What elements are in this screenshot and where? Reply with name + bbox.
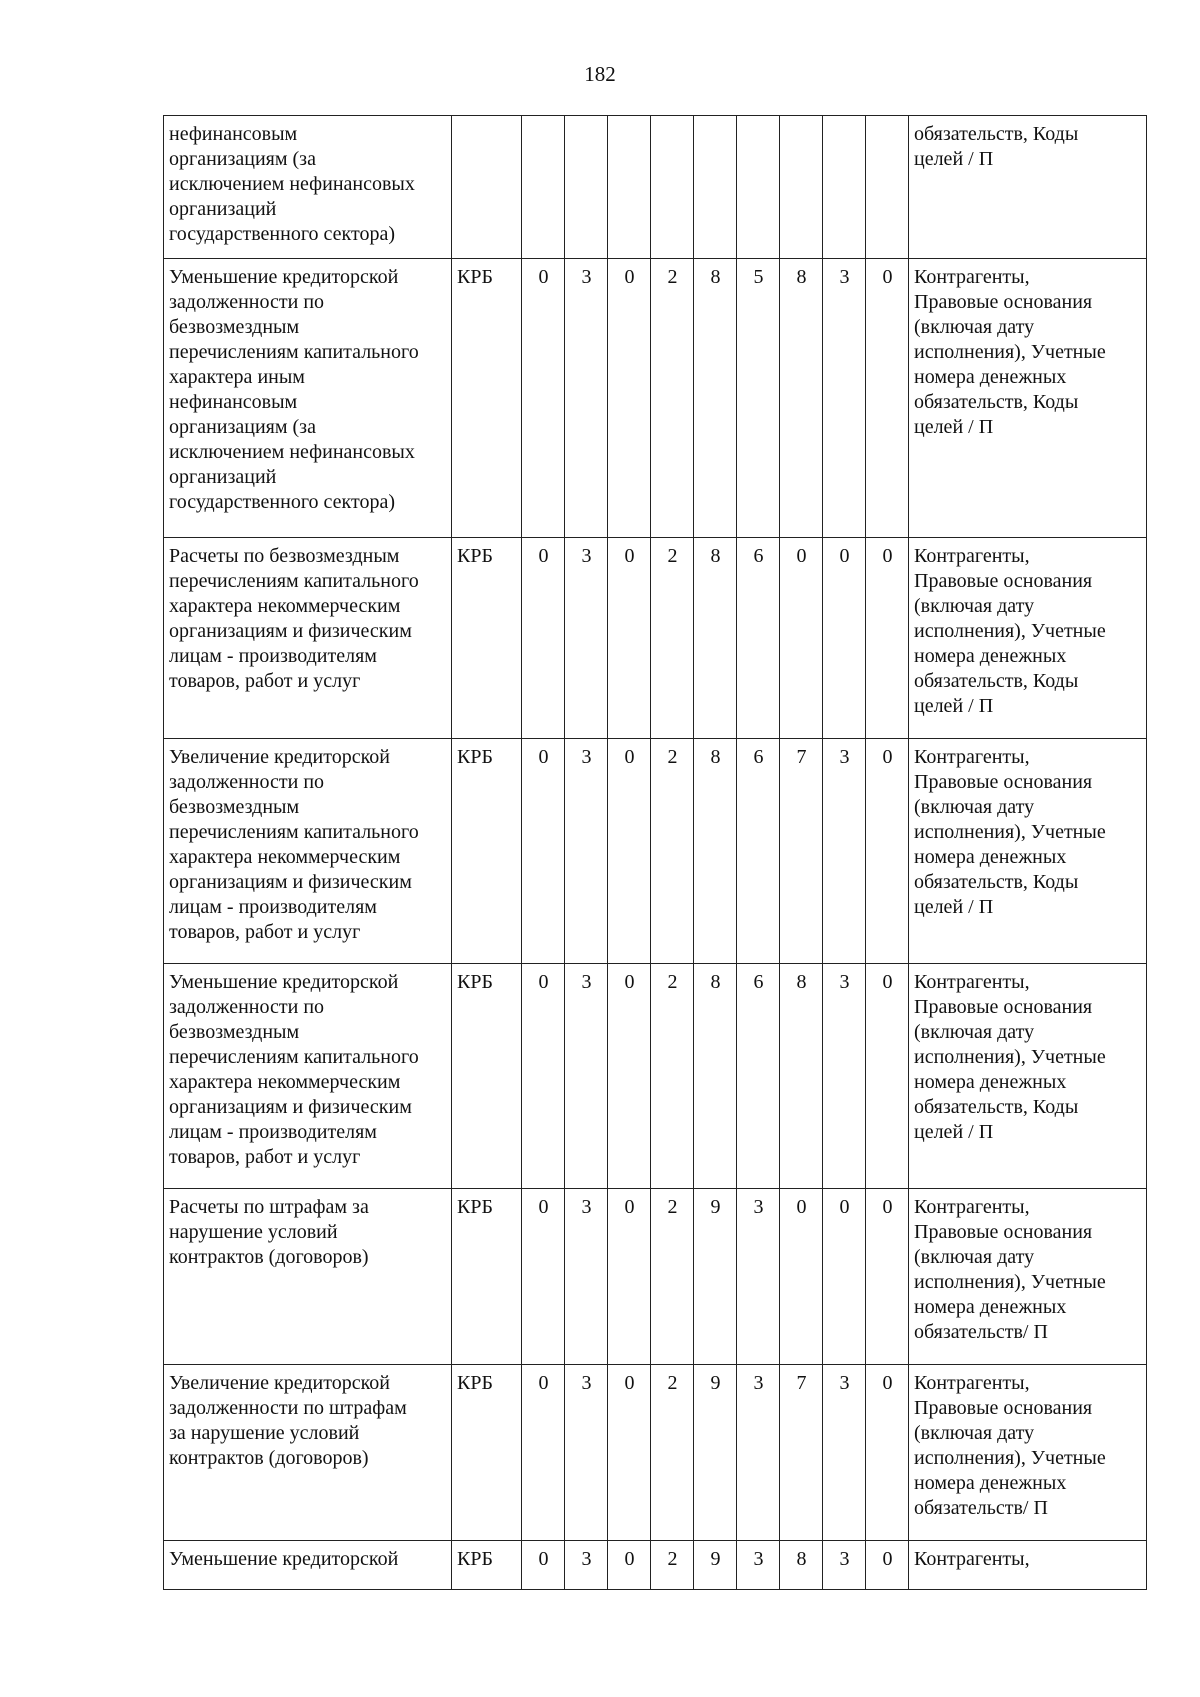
digit-cell: 0	[823, 538, 866, 739]
digit-cell: 3	[565, 1365, 608, 1541]
digit-cell: 0	[608, 1189, 651, 1365]
analytics-text: Контрагенты, Правовые основания (включая дату исполнения), Учетные номера денежных обязательств, Коды целей / П	[914, 971, 1106, 1143]
table-row	[164, 1541, 1147, 1590]
code-text: КРБ	[457, 1372, 493, 1394]
digit-cell: 6	[737, 964, 780, 1189]
digit-cell: 0	[608, 1541, 651, 1590]
digit-cell: 0	[780, 538, 823, 739]
analytics-text: обязательств, Коды целей / П	[914, 123, 1079, 170]
analytics-text: Контрагенты, Правовые основания (включая дату исполнения), Учетные номера денежных обязательств, Коды целей / П	[914, 746, 1106, 918]
digit-cell: 0	[608, 259, 651, 538]
page-number: 182	[584, 62, 616, 86]
description-text: Расчеты по штрафам за нарушение условий контрактов (договоров)	[169, 1196, 369, 1268]
analytics-cell	[909, 116, 1147, 259]
code-cell	[452, 1189, 522, 1365]
digit-cell: 6	[737, 538, 780, 739]
digit-cell: 0	[608, 964, 651, 1189]
digit-cell	[651, 116, 694, 259]
code-text: КРБ	[457, 545, 493, 567]
digit-cell: 2	[651, 1189, 694, 1365]
digit-cell: 9	[694, 1189, 737, 1365]
code-cell	[452, 739, 522, 964]
digit-cell: 3	[565, 1541, 608, 1590]
digit-cell: 0	[866, 538, 909, 739]
digit-cell: 3	[565, 964, 608, 1189]
description-text: Уменьшение кредиторской задолженности по безвозмездным перечислениям капитального характера некоммерческим организациям и физическим лицам - производителям товаров, работ и услуг	[169, 971, 419, 1168]
digit-cell: 0	[522, 964, 565, 1189]
code-cell	[452, 538, 522, 739]
digit-cell: 0	[866, 259, 909, 538]
table-row	[164, 1365, 1147, 1541]
digit-cell: 8	[694, 259, 737, 538]
table-row	[164, 259, 1147, 538]
analytics-cell	[909, 1541, 1147, 1590]
digit-cell: 0	[866, 739, 909, 964]
digit-cell: 3	[823, 964, 866, 1189]
code-cell	[452, 964, 522, 1189]
table-row	[164, 116, 1147, 259]
digit-cell: 2	[651, 538, 694, 739]
analytics-cell	[909, 739, 1147, 964]
code-text: КРБ	[457, 1548, 493, 1570]
digit-cell: 2	[651, 259, 694, 538]
digit-cell: 6	[737, 739, 780, 964]
description-cell	[164, 259, 452, 538]
digit-cell: 0	[522, 1365, 565, 1541]
digit-cell: 2	[651, 739, 694, 964]
analytics-cell	[909, 1365, 1147, 1541]
digit-cell: 5	[737, 259, 780, 538]
digit-cell: 0	[522, 259, 565, 538]
digit-cell: 7	[780, 1365, 823, 1541]
analytics-cell	[909, 1189, 1147, 1365]
digit-cell: 8	[780, 1541, 823, 1590]
code-cell	[452, 1541, 522, 1590]
digit-cell: 8	[694, 964, 737, 1189]
digit-cell: 3	[737, 1541, 780, 1590]
digit-cell: 2	[651, 1365, 694, 1541]
code-cell	[452, 1365, 522, 1541]
digit-cell: 3	[737, 1365, 780, 1541]
digit-cell: 8	[780, 259, 823, 538]
analytics-cell	[909, 259, 1147, 538]
description-cell	[164, 538, 452, 739]
digit-cell: 0	[522, 1189, 565, 1365]
digit-cell	[608, 116, 651, 259]
description-text: Увеличение кредиторской задолженности по безвозмездным перечислениям капитального характера некоммерческим организациям и физическим лицам - производителям товаров, работ и услуг	[169, 746, 419, 943]
digit-cell: 0	[608, 538, 651, 739]
digit-cell: 0	[780, 1189, 823, 1365]
code-text: КРБ	[457, 1196, 493, 1218]
digit-cell	[866, 116, 909, 259]
table-row	[164, 964, 1147, 1189]
table-row	[164, 1189, 1147, 1365]
description-text: Уменьшение кредиторской	[169, 1548, 399, 1570]
digit-cell: 0	[522, 739, 565, 964]
digit-cell: 3	[823, 1541, 866, 1590]
table-body	[164, 116, 1147, 1590]
digit-cell	[823, 116, 866, 259]
digit-cell: 0	[608, 739, 651, 964]
analytics-text: Контрагенты, Правовые основания (включая дату исполнения), Учетные номера денежных обязательств/ П	[914, 1196, 1106, 1343]
code-text: КРБ	[457, 746, 493, 768]
description-cell	[164, 964, 452, 1189]
analytics-cell	[909, 538, 1147, 739]
digit-cell	[694, 116, 737, 259]
description-text: Расчеты по безвозмездным перечислениям капитального характера некоммерческим организациям и физическим лицам - производителям товаров, работ и услуг	[169, 545, 419, 692]
digit-cell: 3	[823, 259, 866, 538]
digit-cell: 8	[694, 739, 737, 964]
analytics-text: Контрагенты, Правовые основания (включая дату исполнения), Учетные номера денежных обязательств/ П	[914, 1372, 1106, 1519]
table-row	[164, 538, 1147, 739]
digit-cell: 0	[823, 1189, 866, 1365]
digit-cell: 3	[823, 1365, 866, 1541]
digit-cell: 0	[522, 1541, 565, 1590]
digit-cell: 0	[522, 538, 565, 739]
digit-cell: 8	[780, 964, 823, 1189]
digit-cell: 0	[866, 1365, 909, 1541]
description-cell	[164, 739, 452, 964]
description-text: Увеличение кредиторской задолженности по штрафам за нарушение условий контрактов (договоров)	[169, 1372, 407, 1469]
description-cell	[164, 1365, 452, 1541]
digit-cell	[780, 116, 823, 259]
digit-cell: 9	[694, 1365, 737, 1541]
description-cell	[164, 1541, 452, 1590]
digit-cell: 0	[608, 1365, 651, 1541]
code-text: КРБ	[457, 266, 493, 288]
description-cell	[164, 1189, 452, 1365]
digit-cell: 0	[866, 1541, 909, 1590]
digit-cell: 2	[651, 964, 694, 1189]
analytics-text: Контрагенты, Правовые основания (включая дату исполнения), Учетные номера денежных обязательств, Коды целей / П	[914, 266, 1106, 438]
digit-cell: 3	[823, 739, 866, 964]
digit-cell: 3	[565, 1189, 608, 1365]
digit-cell: 8	[694, 538, 737, 739]
analytics-text: Контрагенты, Правовые основания (включая дату исполнения), Учетные номера денежных обязательств, Коды целей / П	[914, 545, 1106, 717]
code-cell	[452, 116, 522, 259]
accounts-table	[163, 115, 1147, 1590]
digit-cell: 0	[866, 964, 909, 1189]
digit-cell: 0	[866, 1189, 909, 1365]
digit-cell: 3	[737, 1189, 780, 1365]
digit-cell	[522, 116, 565, 259]
description-cell	[164, 116, 452, 259]
description-text: Уменьшение кредиторской задолженности по безвозмездным перечислениям капитального характера иным нефинансовым организациям (за исключением нефинансовых организаций государственного сектора)	[169, 266, 419, 513]
digit-cell: 2	[651, 1541, 694, 1590]
digit-cell: 3	[565, 739, 608, 964]
code-cell	[452, 259, 522, 538]
description-text: нефинансовым организациям (за исключением нефинансовых организаций государственного сектора)	[169, 123, 415, 245]
digit-cell: 3	[565, 259, 608, 538]
digit-cell	[737, 116, 780, 259]
digit-cell	[565, 116, 608, 259]
table-row	[164, 739, 1147, 964]
digit-cell: 3	[565, 538, 608, 739]
digit-cell: 9	[694, 1541, 737, 1590]
analytics-text: Контрагенты,	[914, 1548, 1030, 1570]
digit-cell: 7	[780, 739, 823, 964]
analytics-cell	[909, 964, 1147, 1189]
code-text: КРБ	[457, 971, 493, 993]
